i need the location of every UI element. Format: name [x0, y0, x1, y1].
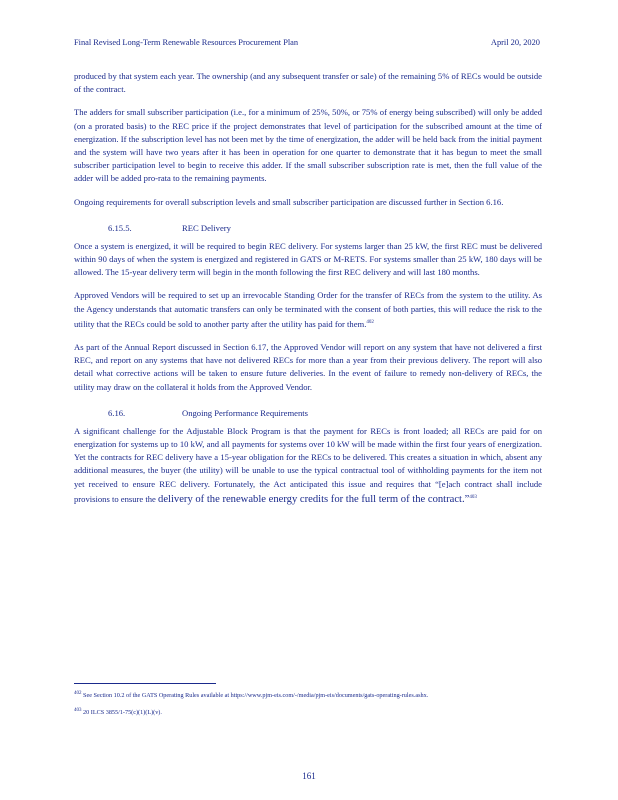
footnote-reference[interactable]: 402 [366, 319, 374, 325]
paragraph: As part of the Annual Report discussed in Section 6.17, the Approved Vendor will report on any system that have not delivered a first REC, and report on any systems that have not delivered RECs for more than a year from their previous delivery. The report will also detail what corrective actions will be taken to ensure future deliveries. In the event of failure to remedy non-delivery of RECs, the utility may draw on the collateral it holds from the Approved Vendor. [74, 341, 542, 392]
section-heading [108, 223, 542, 233]
paragraph-text: A significant challenge for the Adjustable Block Program is that the payment for RECs is front loaded; all RECs are paid for on energization for systems up to 10 kW, and all payments for systems over 10 kW will be made within the first four years of energization. Yet the contracts for REC delivery have a 15-year obligation for the RECs to be delivered. This creates a situation in which, absent any additional measures, the buyer (the utility) will be unable to use the typical contractual tool of withholding payments for the item not yet received to ensure REC delivery. Fortunately, the Act anticipated this issue and requires that “[e]ach contract shall include provisions to ensure the [74, 425, 542, 504]
footnote-text: 20 ILCS 3855/1-75(c)(1)(L)(v). [83, 708, 162, 716]
section-number: 6.16. [108, 407, 126, 418]
page-header [74, 38, 540, 50]
paragraph [74, 289, 542, 330]
paragraph-text: Approved Vendors will be required to set up an irrevocable Standing Order for the transfer of RECs from the system to the utility. As the Agency understands that automatic transfers can only be terminated with the consent of both parties, this will reduce the risk to the utility that the RECs could be sold to another party after the utility has paid for them. [74, 290, 542, 329]
paragraph: produced by that system each year. The ownership (and any subsequent transfer or sale) of the remaining 5% of RECs would be outside of the contract. [74, 71, 542, 95]
paragraph: Ongoing requirements for overall subscription levels and small subscriber participation are discussed further in Section 6.16. [74, 196, 504, 207]
section-heading [108, 408, 542, 418]
footnote-number: 403 [74, 707, 82, 713]
paragraph-text-large: delivery of the renewable energy credits for the full term of the contract.” [158, 493, 470, 505]
footnote [74, 690, 542, 701]
header-date: April 20, 2020 [490, 38, 540, 47]
footnote-number: 402 [74, 691, 82, 696]
footnote [74, 707, 542, 718]
footnote-reference[interactable]: 403 [469, 494, 477, 500]
section-number: 6.15.5. [108, 222, 132, 233]
paragraph: The adders for small subscriber participation (i.e., for a minimum of 25%, 50%, or 75% of energy being subscribed) will only be added (on a prorated basis) to the REC price if the project demonstrates that level of participation for the subscribed amount at the time of energization. If the subscription level has not been met by the time of energization, the adder will be held back from the initial payment and the system will have two years after it has been in operation for one quarter to demonstrate that it has begun to meet the small subscriber participation level to begin to receive this adder. If the small subscriber subscription rate is met, then the full value of the adder will be added pro-rata to the remaining payments. [74, 107, 542, 184]
section-title: REC Delivery [182, 222, 231, 233]
footnote-divider [74, 683, 216, 684]
paragraph: Once a system is energized, it will be required to begin REC delivery. For systems larger than 25 kW, the first REC must be delivered within 90 days of when the system is energized and registered in GATS or M-RETS. For systems smaller than 25 kW, 180 days will be allowed. The 15-year delivery term will begin in the month following the first REC delivery and will last 180 months. [74, 240, 542, 278]
page-number: 161 [302, 771, 316, 781]
paragraph [74, 425, 542, 506]
header-title: Final Revised Long-Term Renewable Resources Procurement Plan [74, 38, 299, 47]
footnote-text: See Section 10.2 of the GATS Operating Rules available at https://www.pjm-eis.com/-/media/pjm-eis/documents/gats-operating-rules.ashx. [83, 692, 429, 700]
footnotes [74, 683, 542, 723]
page-body [74, 70, 542, 516]
section-title: Ongoing Performance Requirements [182, 407, 309, 418]
